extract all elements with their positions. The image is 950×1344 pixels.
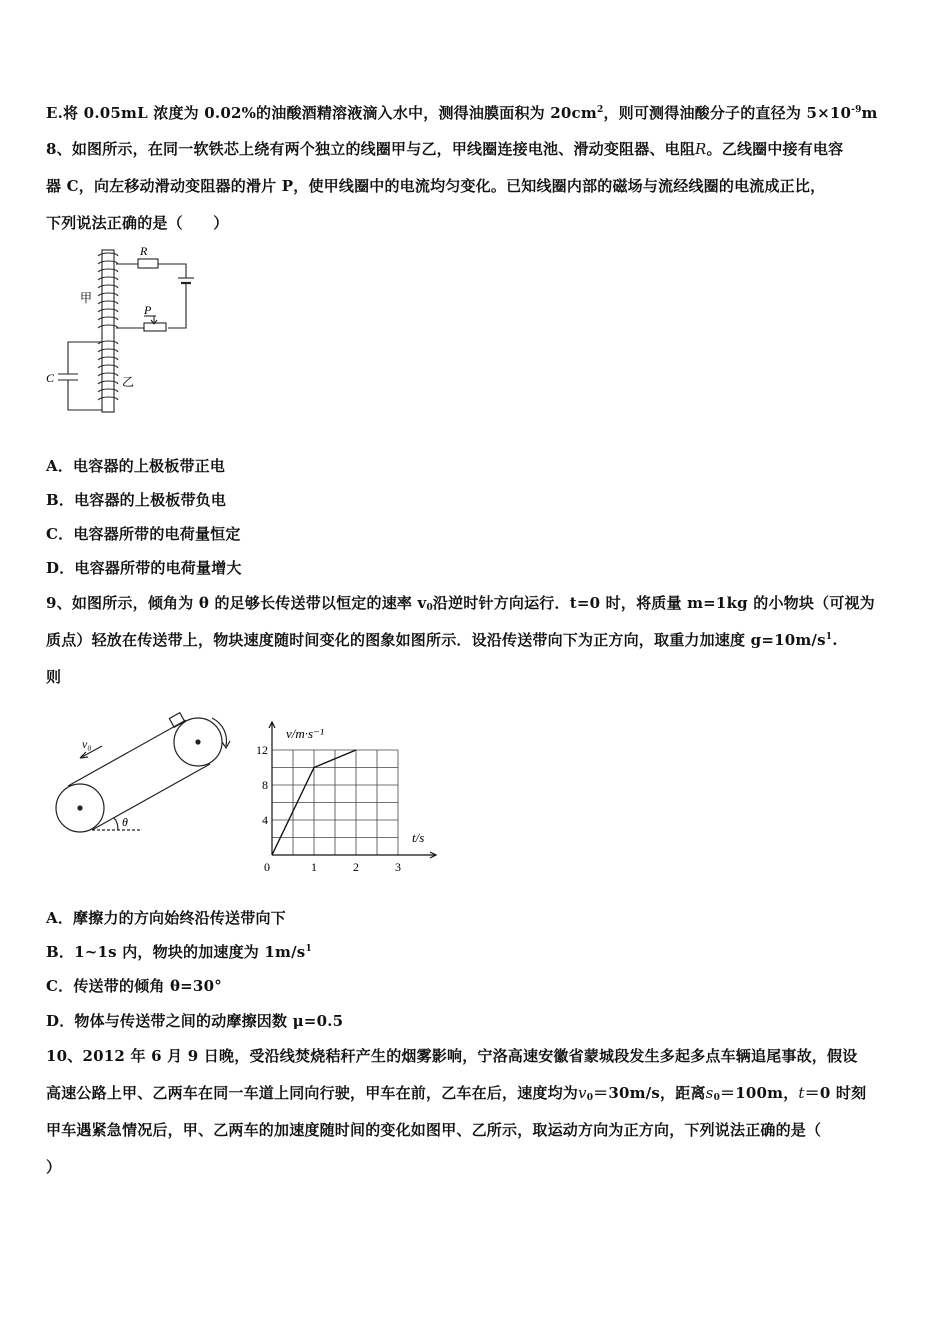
label-theta: θ	[122, 815, 128, 829]
belt-bottom	[92, 764, 210, 830]
q9-text: 9、如图所示，倾角为 θ 的足够长传送带以恒定的速率 v	[46, 594, 427, 612]
q8-text-end: 。乙线圈中接有电容	[706, 140, 844, 158]
q9-text-2-end: .	[832, 631, 838, 649]
chart-ylabel: v/m·s⁻¹	[286, 726, 324, 741]
q10-stem-line-4: ）	[46, 1158, 62, 1176]
label-jia: 甲	[80, 291, 93, 305]
q8-stem-line-3: 下列说法正确的是（ ）	[46, 214, 229, 232]
q9-text-end: 沿逆时针方向运行．t=0 时，将质量 m=1kg 的小物块（可视为	[432, 594, 875, 612]
rheostat	[144, 323, 166, 331]
q8-stem-line-1	[46, 138, 908, 159]
symbol-r: R	[695, 140, 707, 158]
q9-option-b[interactable]	[46, 941, 908, 962]
coil-yi	[98, 341, 118, 400]
conveyor-belt-diagram	[50, 706, 240, 836]
x-tick-label: 1	[311, 860, 317, 874]
q8-option-b[interactable]: B．电容器的上极板带负电	[46, 491, 227, 509]
option-e-text: E.将 0.05mL 浓度为 0.02%的油酸酒精溶液滴入水中，测得油膜面积为 20cm	[46, 104, 597, 122]
q9-option-b-text: B．1~1s 内，物块的加速度为 1m/s	[46, 943, 306, 961]
chart-tick-labels	[256, 743, 401, 874]
subscript: 0	[426, 603, 433, 613]
unit-text: m	[861, 104, 878, 122]
velocity-time-chart	[250, 714, 450, 884]
coil-jia	[98, 253, 118, 328]
q8-option-c[interactable]: C．电容器所带的电荷量恒定	[46, 525, 241, 543]
q10-stem-line-3: 甲车遇紧急情况后，甲、乙两车的加速度随时间的变化如图甲、乙所示，取运动方向为正方向，下列说法正确的是（	[46, 1121, 822, 1139]
q9-stem-line-2	[46, 629, 908, 650]
y-tick-label: 4	[262, 813, 268, 827]
x-tick-label: 3	[395, 860, 401, 874]
q10-text-b: ＝30m/s，距离	[593, 1084, 706, 1102]
q8-stem-line-2: 器 C，向左移动滑动变阻器的滑片 P，使甲线圈中的电流均匀变化。已知线圈内部的磁场与流经线圈的电流成正比，	[46, 177, 826, 195]
q10-stem-line-1: 10、2012 年 6 月 9 日晚，受沿线焚烧秸秆产生的烟雾影响，宁洛高速安徽省蒙城段发生多起多点车辆追尾事故，假设	[46, 1047, 858, 1065]
resistor-r	[138, 259, 158, 268]
symbol-s: s	[705, 1084, 714, 1102]
angle-arc	[114, 818, 118, 830]
label-v0: v₀	[82, 737, 92, 751]
superscript: -9	[851, 105, 862, 115]
block	[169, 713, 184, 728]
label-c: C	[46, 371, 55, 385]
option-e-line	[46, 102, 908, 123]
y-tick-label: 12	[256, 743, 268, 757]
superscript: 1	[305, 944, 312, 954]
q8-option-d[interactable]: D．电容器所带的电荷量增大	[46, 559, 242, 577]
q10-text-d: ＝0 时刻	[804, 1084, 867, 1102]
q9-text-2: 质点）轻放在传送带上，物块速度随时间变化的图象如图所示．设沿传送带向下为正方向，取重力加速度 g=10m/s	[46, 631, 826, 649]
q9-stem-line-3: 则	[46, 668, 62, 686]
q8-text: 8、如图所示，在同一软铁芯上绕有两个独立的线圈甲与乙，甲线圈连接电池、滑动变阻器、电阻	[46, 140, 696, 158]
symbol-t: t	[798, 1084, 805, 1102]
option-e-text-tail: ，则可测得油酸分子的直径为 5×10	[603, 104, 852, 122]
chart-xlabel: t/s	[412, 830, 425, 845]
q10-stem-line-2	[46, 1082, 908, 1103]
superscript: 2	[596, 105, 604, 115]
coil-circuit-diagram	[40, 240, 210, 420]
label-r: R	[140, 244, 148, 258]
label-p: P	[144, 303, 152, 317]
q9-option-a[interactable]: A．摩擦力的方向始终沿传送带向下	[46, 909, 286, 927]
x-tick-label: 2	[353, 860, 359, 874]
superscript: 1	[825, 632, 833, 642]
q10-text-c: ＝100m，	[720, 1084, 799, 1102]
subscript: 0	[713, 1093, 721, 1103]
q8-option-a[interactable]: A．电容器的上极板带正电	[46, 457, 226, 475]
symbol-v: v	[578, 1084, 587, 1102]
q9-option-d[interactable]: D．物体与传送带之间的动摩擦因数 μ=0.5	[46, 1012, 344, 1030]
y-tick-label: 8	[262, 778, 268, 792]
subscript: 0	[586, 1093, 594, 1103]
iron-core	[102, 250, 114, 412]
q9-stem-line-1	[46, 592, 908, 613]
q9-option-c[interactable]: C．传送带的倾角 θ=30°	[46, 977, 222, 995]
x-tick-label: 0	[264, 860, 270, 874]
label-yi: 乙	[122, 375, 135, 389]
chart-grid	[272, 750, 398, 855]
q10-text-a: 高速公路上甲、乙两车在同一车道上同向行驶，甲车在前，乙车在后，速度均为	[46, 1084, 579, 1102]
